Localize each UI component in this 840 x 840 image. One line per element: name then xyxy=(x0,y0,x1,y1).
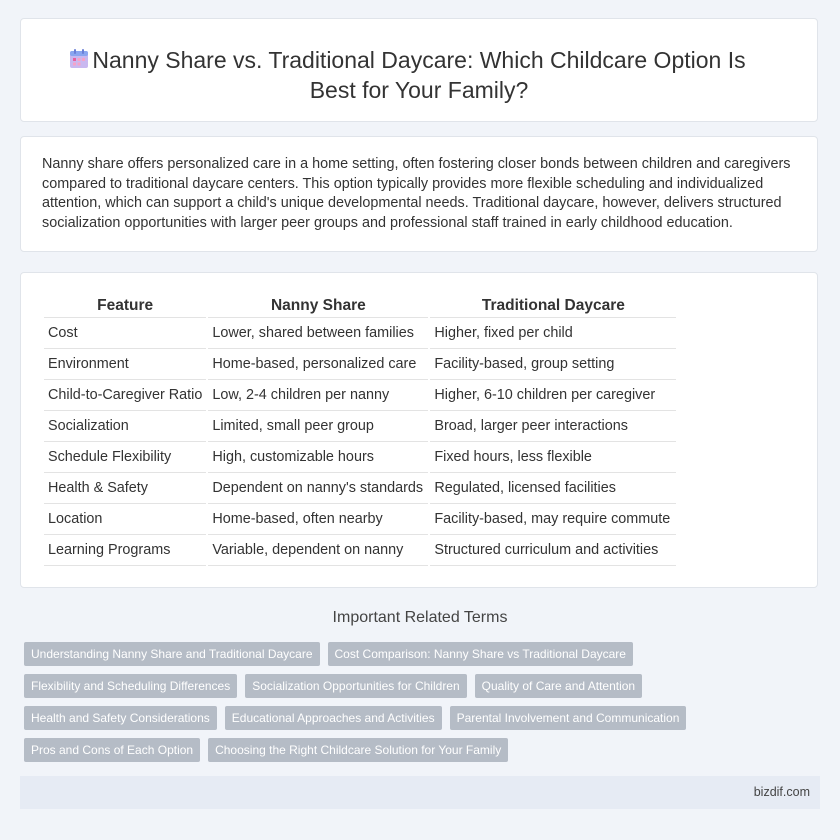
table-cell-nanny-share: Limited, small peer group xyxy=(208,411,428,442)
table-cell-traditional-daycare: Broad, larger peer interactions xyxy=(430,411,676,442)
tag-row xyxy=(24,706,824,730)
column-header-traditional-daycare: Traditional Daycare xyxy=(430,295,676,318)
table-row xyxy=(44,442,676,473)
table-cell-nanny-share: Low, 2-4 children per nanny xyxy=(208,380,428,411)
related-term-tag[interactable]: Health and Safety Considerations xyxy=(24,706,217,730)
table-cell-traditional-daycare: Structured curriculum and activities xyxy=(430,535,676,566)
table-cell-nanny-share: Home-based, personalized care xyxy=(208,349,428,380)
table-cell-feature: Schedule Flexibility xyxy=(44,442,206,473)
table-cell-traditional-daycare: Higher, fixed per child xyxy=(430,318,676,349)
related-terms-title: Important Related Terms xyxy=(332,609,508,626)
footer-site-link[interactable]: bizdif.com xyxy=(753,785,810,799)
page-title xyxy=(21,45,817,105)
tag-row xyxy=(24,674,824,698)
related-term-tag[interactable]: Cost Comparison: Nanny Share vs Traditional Daycare xyxy=(328,642,633,666)
table-cell-traditional-daycare: Facility-based, group setting xyxy=(430,349,676,380)
tag-row xyxy=(24,738,824,762)
related-term-tag[interactable]: Socialization Opportunities for Children xyxy=(245,674,466,698)
table-header-row xyxy=(44,295,676,318)
table-row xyxy=(44,380,676,411)
table-cell-feature: Cost xyxy=(44,318,206,349)
related-term-tag[interactable]: Educational Approaches and Activities xyxy=(225,706,442,730)
related-term-tag[interactable]: Pros and Cons of Each Option xyxy=(24,738,200,762)
table-cell-nanny-share: Dependent on nanny's standards xyxy=(208,473,428,504)
table-cell-traditional-daycare: Higher, 6-10 children per caregiver xyxy=(430,380,676,411)
table-cell-feature: Child-to-Caregiver Ratio xyxy=(44,380,206,411)
table-row xyxy=(44,473,676,504)
comparison-table-card xyxy=(20,272,818,588)
related-term-tag[interactable]: Understanding Nanny Share and Traditional Daycare xyxy=(24,642,320,666)
tag-row xyxy=(24,642,824,666)
related-terms-list xyxy=(24,642,824,770)
column-header-nanny-share: Nanny Share xyxy=(208,295,428,318)
table-cell-traditional-daycare: Regulated, licensed facilities xyxy=(430,473,676,504)
table-row xyxy=(44,349,676,380)
table-cell-feature: Learning Programs xyxy=(44,535,206,566)
table-row xyxy=(44,411,676,442)
table-row xyxy=(44,504,676,535)
column-header-feature: Feature xyxy=(44,295,206,318)
table-cell-traditional-daycare: Fixed hours, less flexible xyxy=(430,442,676,473)
intro-card xyxy=(20,136,818,252)
table-cell-nanny-share: High, customizable hours xyxy=(208,442,428,473)
table-cell-feature: Health & Safety xyxy=(44,473,206,504)
table-cell-nanny-share: Lower, shared between families xyxy=(208,318,428,349)
page-title-line-1: Nanny Share vs. Traditional Daycare: Which Childcare Option Is xyxy=(92,47,746,73)
table-row xyxy=(44,535,676,566)
table-cell-traditional-daycare: Facility-based, may require commute xyxy=(430,504,676,535)
table-row xyxy=(44,318,676,349)
footer xyxy=(20,776,820,809)
page-title-line-2: Best for Your Family? xyxy=(309,77,529,103)
related-term-tag[interactable]: Choosing the Right Childcare Solution for Your Family xyxy=(208,738,508,762)
related-term-tag[interactable]: Quality of Care and Attention xyxy=(475,674,642,698)
table-cell-feature: Environment xyxy=(44,349,206,380)
header-card xyxy=(20,18,818,122)
table-cell-nanny-share: Variable, dependent on nanny xyxy=(208,535,428,566)
table-cell-nanny-share: Home-based, often nearby xyxy=(208,504,428,535)
intro-paragraph: Nanny share offers personalized care in a home setting, often fostering closer bonds between children and caregivers compared to traditional daycare centers. This option typically provides more flexible scheduling and individualized attention, which can support a child's unique developmental needs. Traditional daycare, however, delivers structured socialization opportunities with larger peer groups and professional staff trained in early childhood education. xyxy=(42,156,791,231)
table-cell-feature: Location xyxy=(44,504,206,535)
related-term-tag[interactable]: Parental Involvement and Communication xyxy=(450,706,687,730)
comparison-table xyxy=(42,295,678,566)
table-cell-feature: Socialization xyxy=(44,411,206,442)
related-term-tag[interactable]: Flexibility and Scheduling Differences xyxy=(24,674,237,698)
